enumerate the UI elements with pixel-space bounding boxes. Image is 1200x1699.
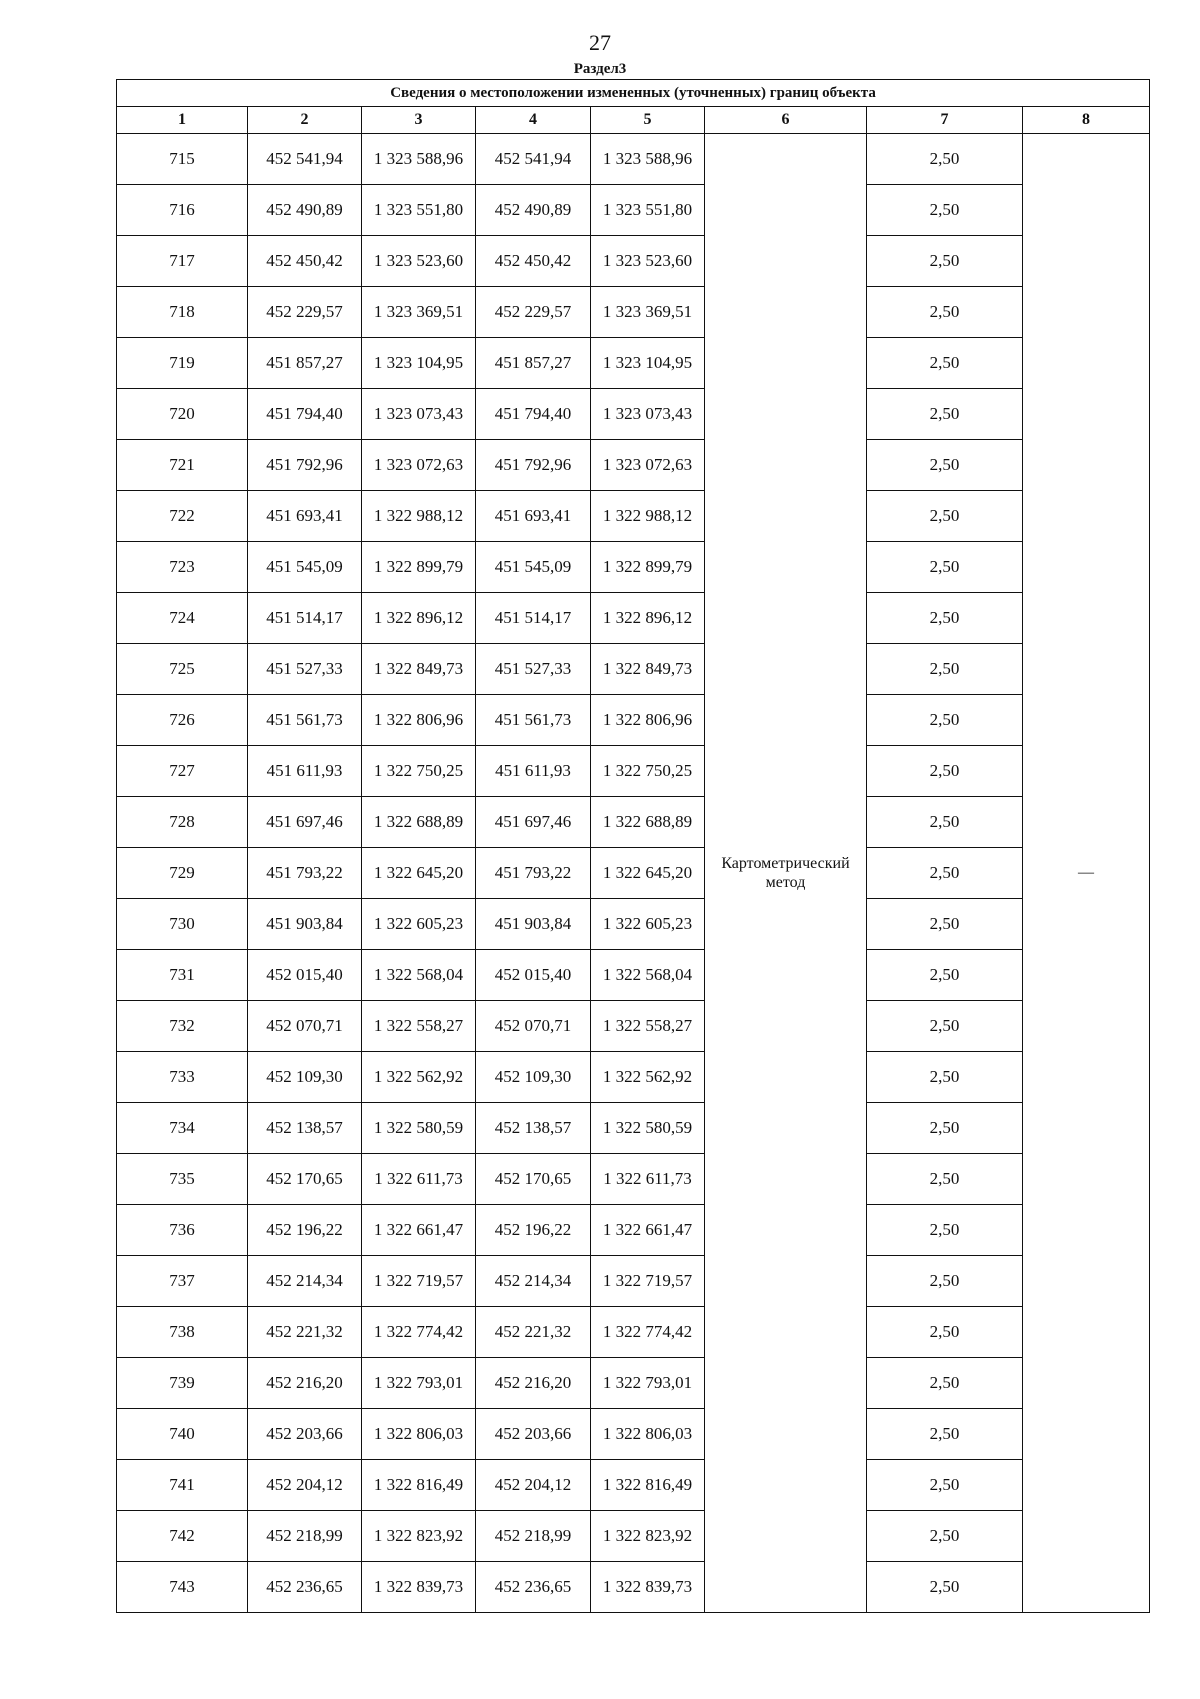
accuracy-cell: 2,50 <box>867 542 1023 593</box>
y-existing-cell: 1 322 774,42 <box>362 1307 476 1358</box>
accuracy-cell: 2,50 <box>867 1052 1023 1103</box>
y-existing-cell: 1 322 605,23 <box>362 899 476 950</box>
x-new-cell: 451 697,46 <box>476 797 591 848</box>
x-new-cell: 451 793,22 <box>476 848 591 899</box>
x-new-cell: 452 196,22 <box>476 1205 591 1256</box>
accuracy-cell: 2,50 <box>867 899 1023 950</box>
x-existing-cell: 452 204,12 <box>248 1460 362 1511</box>
x-existing-cell: 451 514,17 <box>248 593 362 644</box>
point-number-cell: 732 <box>117 1001 248 1052</box>
x-new-cell: 451 611,93 <box>476 746 591 797</box>
y-new-cell: 1 322 558,27 <box>591 1001 705 1052</box>
point-number-cell: 715 <box>117 134 248 185</box>
accuracy-cell: 2,50 <box>867 1358 1023 1409</box>
column-number-header: 7 <box>867 107 1023 134</box>
y-existing-cell: 1 322 688,89 <box>362 797 476 848</box>
x-new-cell: 452 490,89 <box>476 185 591 236</box>
accuracy-cell: 2,50 <box>867 797 1023 848</box>
y-existing-cell: 1 322 849,73 <box>362 644 476 695</box>
accuracy-cell: 2,50 <box>867 1154 1023 1205</box>
table-row <box>117 440 1150 491</box>
point-number-cell: 731 <box>117 950 248 1001</box>
table-row <box>117 848 1150 899</box>
table-row <box>117 1511 1150 1562</box>
y-new-cell: 1 322 806,03 <box>591 1409 705 1460</box>
accuracy-cell: 2,50 <box>867 1307 1023 1358</box>
x-new-cell: 452 216,20 <box>476 1358 591 1409</box>
point-number-cell: 733 <box>117 1052 248 1103</box>
x-existing-cell: 451 611,93 <box>248 746 362 797</box>
accuracy-cell: 2,50 <box>867 491 1023 542</box>
table-row <box>117 950 1150 1001</box>
y-new-cell: 1 323 551,80 <box>591 185 705 236</box>
y-new-cell: 1 322 896,12 <box>591 593 705 644</box>
y-existing-cell: 1 323 551,80 <box>362 185 476 236</box>
x-existing-cell: 451 693,41 <box>248 491 362 542</box>
x-new-cell: 452 138,57 <box>476 1103 591 1154</box>
x-existing-cell: 452 218,99 <box>248 1511 362 1562</box>
point-number-cell: 722 <box>117 491 248 542</box>
y-new-cell: 1 322 719,57 <box>591 1256 705 1307</box>
y-new-cell: 1 322 839,73 <box>591 1562 705 1613</box>
table-row <box>117 1052 1150 1103</box>
accuracy-cell: 2,50 <box>867 644 1023 695</box>
column-number-header: 6 <box>705 107 867 134</box>
y-existing-cell: 1 322 896,12 <box>362 593 476 644</box>
x-existing-cell: 452 109,30 <box>248 1052 362 1103</box>
x-new-cell: 452 204,12 <box>476 1460 591 1511</box>
table-row <box>117 338 1150 389</box>
y-existing-cell: 1 322 719,57 <box>362 1256 476 1307</box>
accuracy-cell: 2,50 <box>867 848 1023 899</box>
y-new-cell: 1 322 605,23 <box>591 899 705 950</box>
table-row <box>117 1460 1150 1511</box>
y-new-cell: 1 322 823,92 <box>591 1511 705 1562</box>
table-row <box>117 134 1150 185</box>
accuracy-cell: 2,50 <box>867 1103 1023 1154</box>
x-new-cell: 451 794,40 <box>476 389 591 440</box>
y-existing-cell: 1 322 823,92 <box>362 1511 476 1562</box>
column-number-header: 3 <box>362 107 476 134</box>
y-existing-cell: 1 322 988,12 <box>362 491 476 542</box>
y-new-cell: 1 322 774,42 <box>591 1307 705 1358</box>
x-existing-cell: 452 216,20 <box>248 1358 362 1409</box>
description-cell: — <box>1023 134 1150 1613</box>
y-existing-cell: 1 322 839,73 <box>362 1562 476 1613</box>
x-existing-cell: 452 229,57 <box>248 287 362 338</box>
x-new-cell: 452 214,34 <box>476 1256 591 1307</box>
table-row <box>117 1358 1150 1409</box>
x-existing-cell: 452 070,71 <box>248 1001 362 1052</box>
y-new-cell: 1 322 688,89 <box>591 797 705 848</box>
y-new-cell: 1 323 369,51 <box>591 287 705 338</box>
y-existing-cell: 1 322 558,27 <box>362 1001 476 1052</box>
accuracy-cell: 2,50 <box>867 1460 1023 1511</box>
column-number-header: 4 <box>476 107 591 134</box>
table-row <box>117 1256 1150 1307</box>
accuracy-cell: 2,50 <box>867 287 1023 338</box>
y-existing-cell: 1 323 369,51 <box>362 287 476 338</box>
point-number-cell: 728 <box>117 797 248 848</box>
column-number-header: 1 <box>117 107 248 134</box>
y-existing-cell: 1 323 072,63 <box>362 440 476 491</box>
x-new-cell: 451 903,84 <box>476 899 591 950</box>
x-existing-cell: 452 490,89 <box>248 185 362 236</box>
x-existing-cell: 451 903,84 <box>248 899 362 950</box>
x-existing-cell: 451 697,46 <box>248 797 362 848</box>
table-row <box>117 746 1150 797</box>
x-existing-cell: 451 561,73 <box>248 695 362 746</box>
section-title: Раздел3 <box>573 61 627 77</box>
x-existing-cell: 451 794,40 <box>248 389 362 440</box>
accuracy-cell: 2,50 <box>867 338 1023 389</box>
accuracy-cell: 2,50 <box>867 185 1023 236</box>
column-number-header: 8 <box>1023 107 1150 134</box>
y-new-cell: 1 323 523,60 <box>591 236 705 287</box>
point-number-cell: 740 <box>117 1409 248 1460</box>
accuracy-cell: 2,50 <box>867 1511 1023 1562</box>
accuracy-cell: 2,50 <box>867 440 1023 491</box>
x-existing-cell: 452 541,94 <box>248 134 362 185</box>
x-new-cell: 452 070,71 <box>476 1001 591 1052</box>
accuracy-cell: 2,50 <box>867 1001 1023 1052</box>
point-number-cell: 738 <box>117 1307 248 1358</box>
x-new-cell: 451 514,17 <box>476 593 591 644</box>
y-new-cell: 1 323 073,43 <box>591 389 705 440</box>
point-number-cell: 727 <box>117 746 248 797</box>
accuracy-cell: 2,50 <box>867 695 1023 746</box>
accuracy-cell: 2,50 <box>867 950 1023 1001</box>
point-number-cell: 743 <box>117 1562 248 1613</box>
y-existing-cell: 1 322 645,20 <box>362 848 476 899</box>
point-number-cell: 721 <box>117 440 248 491</box>
x-existing-cell: 452 196,22 <box>248 1205 362 1256</box>
y-existing-cell: 1 322 580,59 <box>362 1103 476 1154</box>
table-row <box>117 1205 1150 1256</box>
y-existing-cell: 1 322 661,47 <box>362 1205 476 1256</box>
accuracy-cell: 2,50 <box>867 593 1023 644</box>
point-number-cell: 737 <box>117 1256 248 1307</box>
point-number-cell: 716 <box>117 185 248 236</box>
accuracy-cell: 2,50 <box>867 1562 1023 1613</box>
table-row <box>117 491 1150 542</box>
x-new-cell: 451 792,96 <box>476 440 591 491</box>
table-row <box>117 1103 1150 1154</box>
point-number-cell: 723 <box>117 542 248 593</box>
y-new-cell: 1 322 988,12 <box>591 491 705 542</box>
table-row <box>117 695 1150 746</box>
table-row <box>117 287 1150 338</box>
table-caption-row <box>117 80 1150 107</box>
x-existing-cell: 452 214,34 <box>248 1256 362 1307</box>
table-row <box>117 389 1150 440</box>
x-new-cell: 451 527,33 <box>476 644 591 695</box>
y-existing-cell: 1 322 750,25 <box>362 746 476 797</box>
table-body <box>117 134 1150 1613</box>
x-new-cell: 452 170,65 <box>476 1154 591 1205</box>
y-new-cell: 1 323 588,96 <box>591 134 705 185</box>
x-new-cell: 452 109,30 <box>476 1052 591 1103</box>
y-new-cell: 1 322 816,49 <box>591 1460 705 1511</box>
x-existing-cell: 451 857,27 <box>248 338 362 389</box>
point-number-cell: 717 <box>117 236 248 287</box>
column-number-row <box>117 107 1150 134</box>
y-new-cell: 1 322 661,47 <box>591 1205 705 1256</box>
accuracy-cell: 2,50 <box>867 746 1023 797</box>
y-existing-cell: 1 322 611,73 <box>362 1154 476 1205</box>
x-existing-cell: 452 236,65 <box>248 1562 362 1613</box>
y-new-cell: 1 322 793,01 <box>591 1358 705 1409</box>
x-new-cell: 451 545,09 <box>476 542 591 593</box>
x-new-cell: 452 203,66 <box>476 1409 591 1460</box>
page-number: 27 <box>589 30 611 55</box>
table-row <box>117 899 1150 950</box>
table-row <box>117 542 1150 593</box>
point-number-cell: 741 <box>117 1460 248 1511</box>
y-existing-cell: 1 323 588,96 <box>362 134 476 185</box>
y-new-cell: 1 322 750,25 <box>591 746 705 797</box>
point-number-cell: 724 <box>117 593 248 644</box>
point-number-cell: 736 <box>117 1205 248 1256</box>
column-number-header: 5 <box>591 107 705 134</box>
x-new-cell: 451 693,41 <box>476 491 591 542</box>
point-number-cell: 720 <box>117 389 248 440</box>
x-existing-cell: 452 450,42 <box>248 236 362 287</box>
x-existing-cell: 451 545,09 <box>248 542 362 593</box>
x-existing-cell: 451 792,96 <box>248 440 362 491</box>
y-new-cell: 1 322 580,59 <box>591 1103 705 1154</box>
point-number-cell: 719 <box>117 338 248 389</box>
table-row <box>117 1562 1150 1613</box>
y-existing-cell: 1 322 816,49 <box>362 1460 476 1511</box>
x-existing-cell: 452 015,40 <box>248 950 362 1001</box>
x-new-cell: 452 218,99 <box>476 1511 591 1562</box>
point-number-cell: 729 <box>117 848 248 899</box>
y-new-cell: 1 322 806,96 <box>591 695 705 746</box>
y-new-cell: 1 323 072,63 <box>591 440 705 491</box>
point-number-cell: 726 <box>117 695 248 746</box>
y-new-cell: 1 322 562,92 <box>591 1052 705 1103</box>
table-row <box>117 1001 1150 1052</box>
y-existing-cell: 1 322 899,79 <box>362 542 476 593</box>
y-existing-cell: 1 322 562,92 <box>362 1052 476 1103</box>
accuracy-cell: 2,50 <box>867 134 1023 185</box>
table-row <box>117 797 1150 848</box>
x-new-cell: 451 857,27 <box>476 338 591 389</box>
x-existing-cell: 451 527,33 <box>248 644 362 695</box>
y-existing-cell: 1 322 806,03 <box>362 1409 476 1460</box>
table-row <box>117 1154 1150 1205</box>
x-new-cell: 451 561,73 <box>476 695 591 746</box>
point-number-cell: 735 <box>117 1154 248 1205</box>
y-existing-cell: 1 323 104,95 <box>362 338 476 389</box>
x-existing-cell: 452 221,32 <box>248 1307 362 1358</box>
point-number-cell: 742 <box>117 1511 248 1562</box>
table-row <box>117 1307 1150 1358</box>
x-existing-cell: 451 793,22 <box>248 848 362 899</box>
table-row <box>117 644 1150 695</box>
y-existing-cell: 1 323 073,43 <box>362 389 476 440</box>
point-number-cell: 725 <box>117 644 248 695</box>
accuracy-cell: 2,50 <box>867 236 1023 287</box>
point-number-cell: 734 <box>117 1103 248 1154</box>
point-number-cell: 718 <box>117 287 248 338</box>
accuracy-cell: 2,50 <box>867 1205 1023 1256</box>
x-new-cell: 452 221,32 <box>476 1307 591 1358</box>
y-new-cell: 1 322 568,04 <box>591 950 705 1001</box>
y-new-cell: 1 322 849,73 <box>591 644 705 695</box>
y-existing-cell: 1 323 523,60 <box>362 236 476 287</box>
accuracy-cell: 2,50 <box>867 1409 1023 1460</box>
y-existing-cell: 1 322 793,01 <box>362 1358 476 1409</box>
point-number-cell: 730 <box>117 899 248 950</box>
x-existing-cell: 452 170,65 <box>248 1154 362 1205</box>
table-row <box>117 593 1150 644</box>
y-existing-cell: 1 322 568,04 <box>362 950 476 1001</box>
x-existing-cell: 452 203,66 <box>248 1409 362 1460</box>
point-number-cell: 739 <box>117 1358 248 1409</box>
x-existing-cell: 452 138,57 <box>248 1103 362 1154</box>
table-row <box>117 236 1150 287</box>
y-new-cell: 1 322 611,73 <box>591 1154 705 1205</box>
x-new-cell: 452 450,42 <box>476 236 591 287</box>
table-caption: Сведения о местоположении измененных (уточненных) границ объекта <box>117 80 1150 107</box>
x-new-cell: 452 015,40 <box>476 950 591 1001</box>
y-new-cell: 1 322 899,79 <box>591 542 705 593</box>
accuracy-cell: 2,50 <box>867 1256 1023 1307</box>
coordinates-table <box>116 79 1150 1613</box>
y-new-cell: 1 323 104,95 <box>591 338 705 389</box>
y-new-cell: 1 322 645,20 <box>591 848 705 899</box>
x-new-cell: 452 229,57 <box>476 287 591 338</box>
table-row <box>117 185 1150 236</box>
x-new-cell: 452 236,65 <box>476 1562 591 1613</box>
column-number-header: 2 <box>248 107 362 134</box>
accuracy-cell: 2,50 <box>867 389 1023 440</box>
method-cell: Картометрический метод <box>705 134 867 1613</box>
table-row <box>117 1409 1150 1460</box>
y-existing-cell: 1 322 806,96 <box>362 695 476 746</box>
x-new-cell: 452 541,94 <box>476 134 591 185</box>
